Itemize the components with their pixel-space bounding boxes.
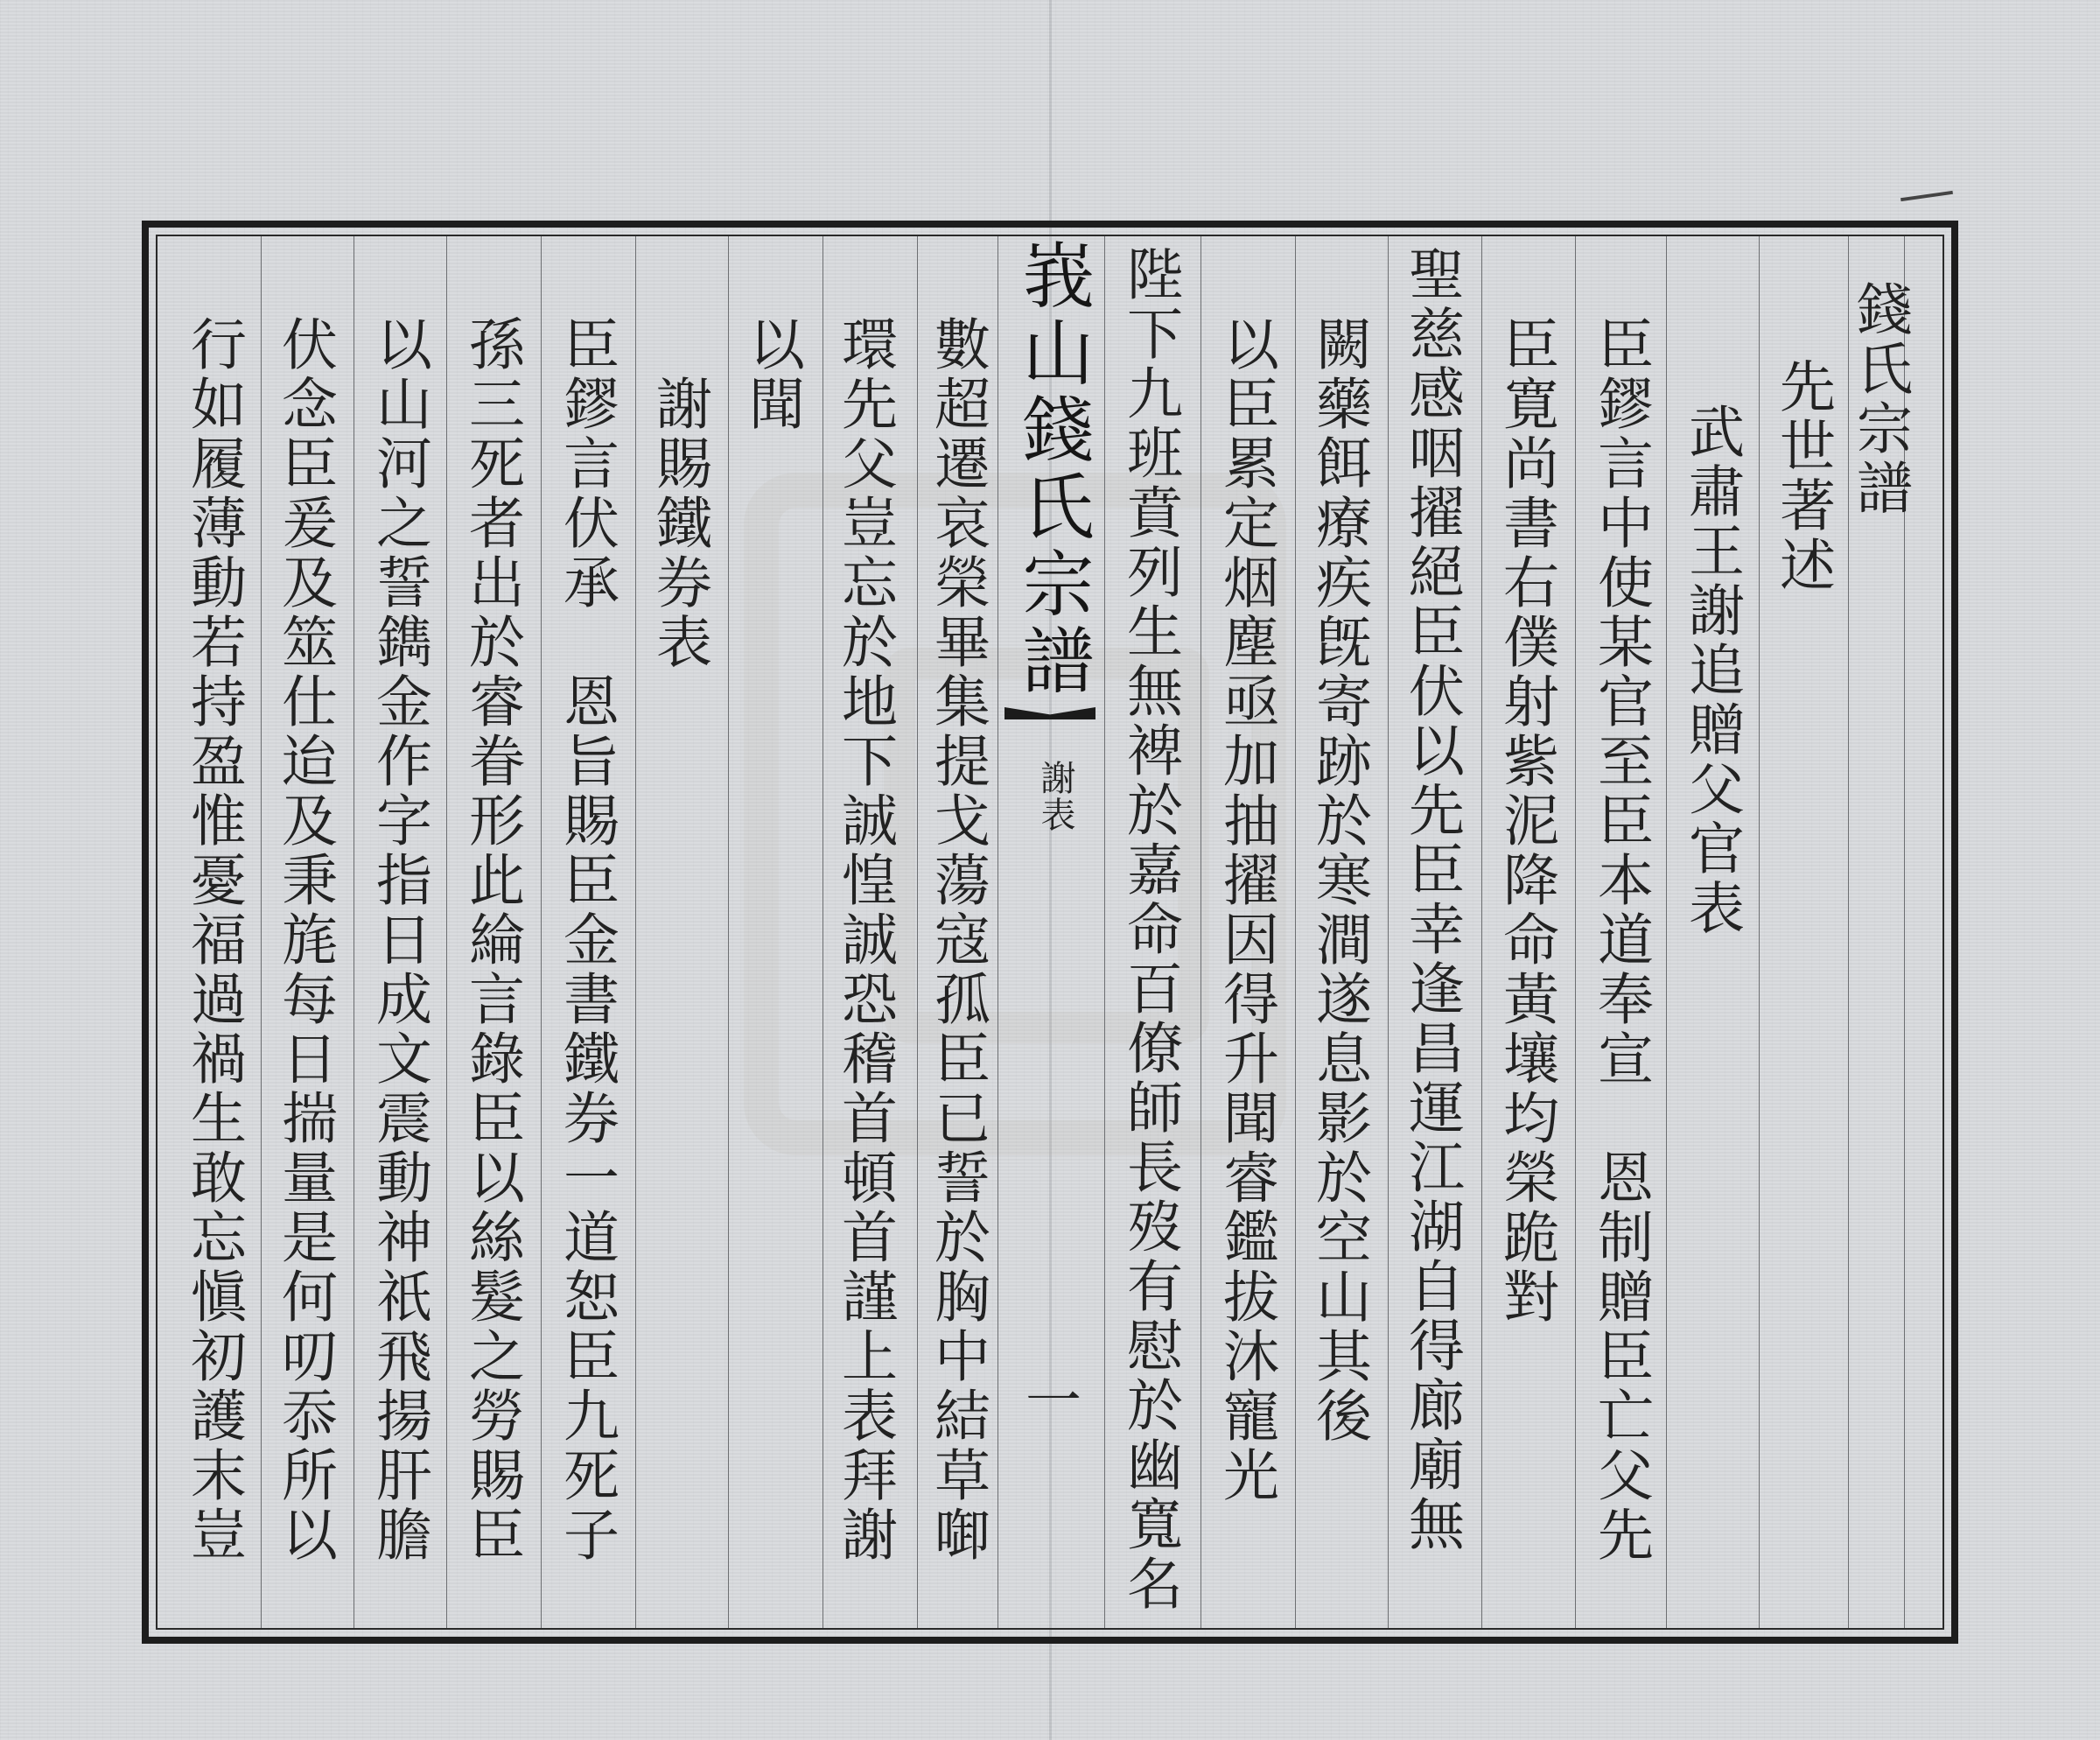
text-column-1: 臣鏐言中使某官至臣本道奉宣 恩制贈臣亡父先 — [1588, 315, 1653, 1565]
text-column-14: 行如履薄動若持盈惟憂福過禍生敢忘愼初護末豈 — [181, 315, 246, 1565]
text-column-5: 以臣累定烟塵亟加抽擢因得升聞睿鑑拔沐寵光 — [1214, 315, 1278, 1505]
text-column-6: 陛下九班賁列生無裨於嘉命百僚師長歿有慰於幽寬名 — [1117, 245, 1182, 1614]
text-column-4: 闕藥餌療疾旣寄跡於寒澗遂息影於空山其後 — [1306, 315, 1371, 1446]
running-head: 錢氏宗譜 — [1847, 280, 1912, 518]
column-rule — [1481, 236, 1482, 1628]
text-column-8: 環先父豈忘於地下誠惶誠恐稽首頓首謹上表拜謝 — [832, 315, 897, 1565]
column-rule — [1666, 236, 1667, 1628]
column-rule — [261, 236, 262, 1628]
text-column-2: 臣寛尚書右僕射紫泥降命黃壤均榮跪對 — [1494, 315, 1558, 1327]
sub-heading: 先世著述 — [1770, 357, 1835, 595]
book-title: 峩山錢氏宗譜 — [1011, 238, 1094, 700]
text-column-13: 伏念臣爰及筮仕迨及秉旄每日揣量是何叨忝所以 — [272, 315, 337, 1565]
column-rule — [728, 236, 729, 1628]
text-column-10: 臣鏐言伏承 恩旨賜臣金書鐵券一道恕臣九死子 — [554, 315, 619, 1565]
text-column-11: 孫三死者出於睿眷形此綸言錄臣以絲髮之勞賜臣 — [459, 315, 524, 1565]
page-number: 一 — [1016, 1371, 1081, 1430]
text-column-7: 數超遷哀榮畢集提戈蕩寇孤臣已誓於胸中結草啣 — [925, 315, 990, 1565]
column-rule — [1575, 236, 1576, 1628]
column-rule — [1759, 236, 1760, 1628]
column-rule — [1104, 236, 1105, 1628]
column-rule — [635, 236, 636, 1628]
section-label: 謝表 — [1035, 760, 1075, 833]
column-rule — [1388, 236, 1389, 1628]
corner-mark — [1900, 191, 1953, 201]
column-rule — [541, 236, 542, 1628]
text-column-3: 聖慈感咽擢絕臣伏以先臣幸逢昌運江湖自得廊廟無 — [1399, 245, 1464, 1554]
column-rule — [1200, 236, 1201, 1628]
column-rule — [1295, 236, 1296, 1628]
column-rule — [446, 236, 447, 1628]
section-title-2: 謝賜鐵券表 — [647, 375, 711, 672]
essay-title: 武肅王謝追贈父官表 — [1679, 403, 1744, 938]
text-column-9: 以聞 — [739, 315, 804, 434]
text-column-12: 以山河之誓鐫金作字指日成文震動神祇飛揚肝膽 — [367, 315, 431, 1565]
